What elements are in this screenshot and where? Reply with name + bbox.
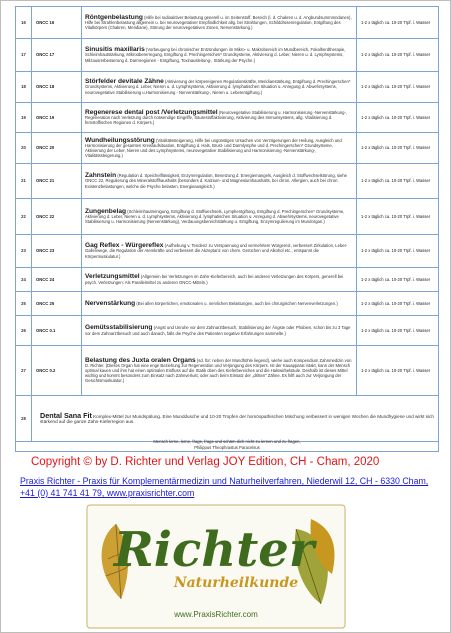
logo-url: www.PraxisRichter.com xyxy=(174,610,258,619)
row-number: 16 xyxy=(16,7,32,39)
row-description xyxy=(82,292,357,316)
dosage: 1-2 x täglich ca. 10-20 Trpf. i. Wasser xyxy=(357,268,439,292)
remedy-text: (Neurovegetative Stabilisierung u. Harmonisierung -Nervenstärkung-, Regeneration nach Verletzung durch notwendige Eingriffe, Säurestoffaktivierung, Aktivierung des Immunsystems, allg. Vitalisierung d. fernstoffischen Regionen d. Körpers.) xyxy=(85,109,348,126)
row-number: 27 xyxy=(16,346,32,396)
row-number: 23 xyxy=(16,235,32,268)
remedy-text: (Schleimhautreinigung, Entgiftung d. Stoffwechsels, Lymphentgiftung, Entgiftung d. Prechingerschen* Grundsysteme, Aktivierung d. Leber, Nieren u. d. Lymphsystems, Aktivierung d. lymphatischen Situation u. Anregung d. Abwehrsystems, neurovegetative Stabilisierung u. Harmonisierung (Nervenstärkung), Verdauungsbereichstärkung u. Entgiftung, Enzymregulierung im Mundorgan.) xyxy=(85,208,345,225)
dosage: 1-2 x täglich ca. 10-20 Trpf. i. Wasser xyxy=(357,103,439,133)
row-number: 28 xyxy=(16,396,32,442)
table-row xyxy=(16,164,439,199)
row-description xyxy=(82,72,357,103)
remedy-code: ONCC 19 xyxy=(32,103,82,133)
remedy-text: (Angst und Unruhe vor dem Zahnarztbesuch, Stabilisierung der Ängste oder Phobien, schon bis zu 3 Tage vor dem Zahnarztbesuch und auch danach, falls die Psyche des Patienten negative Erfahrungen sammelte.) xyxy=(85,325,351,336)
table-row xyxy=(16,346,439,396)
row-number: 24 xyxy=(16,268,32,292)
table-row xyxy=(16,292,439,316)
logo-tagline: Naturheilkunde xyxy=(173,575,299,591)
remedy-code: ONCC 25 xyxy=(32,292,82,316)
remedy-code: ONCC 18 xyxy=(32,72,82,103)
remedy-title: Dental Sana Fit xyxy=(40,410,92,420)
dosage: 1-2 x täglich ca. 10-20 Trpf. i. Wasser xyxy=(357,72,439,103)
remedy-table-body xyxy=(16,7,439,396)
remedy-title: Nervenstärkung xyxy=(85,299,136,307)
row-description xyxy=(82,164,357,199)
dosage: 1-2 x täglich ca. 10-20 Trpf. i. Wasser xyxy=(357,133,439,164)
table-row xyxy=(16,7,439,39)
dosage: 1-2 x täglich ca. 10-20 Trpf. i. Wasser xyxy=(357,7,439,39)
row-description xyxy=(82,316,357,346)
table-row xyxy=(16,199,439,235)
remedy-text: Komplex-Mittel zur Mundspülung. Eine Munddusche und 10-20 Tropfen der homöopathischen Mischung verbessert in wenigen Wochen die Mundhygiene und wirkt sich stärkend auf die ganze Zahn-Kieferregion aus. xyxy=(40,413,434,424)
row-description xyxy=(82,39,357,72)
row-description xyxy=(82,103,357,133)
dosage: 1-2 x täglich ca. 10-20 Trpf. i. Wasser xyxy=(357,39,439,72)
contact-address-link[interactable]: Praxis Richter - Praxis für Komplementärmedizin und Naturheilverfahren, Niederwil 12, CH - 6330 Cham, xyxy=(20,476,429,486)
remedy-code: ONCC 24 xyxy=(32,268,82,292)
row-description xyxy=(82,133,357,164)
remedy-code: ONCC 0.1 xyxy=(32,316,82,346)
remedy-text: (Allgemein bei Verletzungen im Zahn-Kieferbereich, auch bei anderen Verletzungen des Körpers, generell bei psych. Verletzungen: Als Parallelmittel zu anderen ONCC-Mitteln.) xyxy=(85,274,344,285)
table-row xyxy=(16,268,439,292)
remedy-title: Wundheilungsstörung xyxy=(85,136,155,144)
logo-name: Richter xyxy=(113,522,315,578)
row-description xyxy=(82,199,357,235)
remedy-text: (Hilfe bei radioaktiver Belastung generell u. im Seitenstoff. Bereich (l. d. Chakren u. d. Angbundsummmndanen), Hilfe bei Strahlenbelastung allgemein u. bei neurovegetativer Empfindlichkeit allg. bei Strahlungen, Schilddrüsenregulation, Entgiftung des Vitalkörpers (Chakren, Meridiane), Störung der neurovegetativen Zonen, Nervenstärkung.) xyxy=(85,14,352,31)
row-number: 22 xyxy=(16,199,32,235)
row-description xyxy=(82,7,357,39)
table-row xyxy=(16,103,439,133)
remedy-text: (Regulation d. Speichelflüssigkeit, Enzymregulation, Benetzung d. Energiemangels, Ausgleich d. Stoffwechselstörung, siehe ONCC 22, Regulierung des Mineralstoffhaushalts (besonders d. Kalzium- und Magnesiumhaushalts, bei chron. Allergien, auch bei chron. Existenzbelastungen, welche die Psyche belasten, Energieausgleich.) xyxy=(85,173,347,189)
remedy-code: ONCC 23 xyxy=(32,235,82,268)
contact-phone-website-link[interactable]: +41 (0) 41 741 41 79, www.praxisrichter.com xyxy=(20,488,195,498)
quote-author: Philippus Theophrastus Paracelsus xyxy=(194,444,260,450)
row-number: 20 xyxy=(16,133,32,164)
row-description xyxy=(82,235,357,268)
remedy-code: ONCC 22 xyxy=(32,199,82,235)
row-number: 18 xyxy=(16,72,32,103)
row-number: 26 xyxy=(16,316,32,346)
row-description xyxy=(32,396,439,442)
row-number: 19 xyxy=(16,103,32,133)
dosage: 1-2 x täglich ca. 10-20 Trpf. i. Wasser xyxy=(357,235,439,268)
remedy-text: (Aktivierung der körpereigenen Regulationskräfte, Meridianstärkung, Entgiftung d. Prechingerschen* Grundsystems, Aktivierung d. Leber, Nieren u. d. Lymphsystems, Aktivierung d. lymphatischen Situation u. Anregung d. Abwehrsystems, neurovegetative Stabilisierung u.Harmonisierung - Nervenstärkung-, Nieren u. Leberentgiftung.) xyxy=(85,79,351,95)
copyright-text: Copyright © by D. Richter und Verlag JOY Edition, CH - Cham, 2020 xyxy=(31,456,380,468)
dosage: 1-2 x täglich ca. 10-20 Trpf. i. Wasser xyxy=(357,316,439,346)
remedy-code: ONCC 20 xyxy=(32,133,82,164)
dosage: 1-2 x täglich ca. 10-20 Trpf. i. Wasser xyxy=(357,164,439,199)
remedy-title: Zungenbelag xyxy=(85,207,127,215)
table-row xyxy=(16,235,439,268)
remedy-title: Sinusitis maxillaris xyxy=(85,46,145,54)
remedy-title: Röntgenbelastung xyxy=(85,13,143,21)
table-row xyxy=(16,316,439,346)
remedy-code: ONCC 21 xyxy=(32,164,82,199)
remedy-code: ONCC 0.2 xyxy=(32,346,82,396)
row-number: 17 xyxy=(16,39,32,72)
remedy-text: (sd. für: neben der Mundhöhle liegend), wiehe auch Kompendium Zahnmedizin von D. Richter. (Dieses Organ hat eine enge Beziehung zur Regeneration und Verjüngung des Körpers. Ist der Kauapparat intakt, kann der Mensch optimal kauen und ihm hat einen optimalen Einfluss auf die Statik oben des Kieferbereiches und die Halswirbelsäule. Deshalb ist dieses Mittel wichtig und kommt besonders zum Einsatz nach Zahnverlust, oder auch beim Einsatz der „dritten" Zähne. Es hilft auch zur Verjüngung der Gesichtsmuskulatur.) xyxy=(85,357,352,384)
row-number: 21 xyxy=(16,164,32,199)
remedy-text: (Vitalitätssteigerung, Hilfe bei ungünstigen Ursachen von Verzögerungen der Heilung, Ausgleich und Harmonisierung der gesamten Kreislaufsituation, Entgiftung d. Hals, Brust- und Darmlymphe und d. Prechingerschen* Grundsysteme, Aktivierung der Leber, Nieren und des Lymphsystems, neurovegetative Stabilisierung und Harmonisierung -Nervenstärkung-, Vitalitätssteigerung.) xyxy=(85,137,342,159)
table-row xyxy=(16,39,439,72)
table-row-28 xyxy=(16,396,439,442)
remedy-text: (Bei allen körperlichen, emotionalen u. nervlichen Belastungen, auch bei chirurgischen Nervenverletzungen.) xyxy=(136,300,338,306)
remedy-text: (Aufhebung v. Tendenz zu Verspannung und vermehrtem Würgereiz, verbessert Zirkulation, Leber-Gallenwege, die Regulation der Atemkräfte und verbessert die Akzeptanz von chem. Gerüchen und Alkohol etc., entspannt die Körpermuskulatur.) xyxy=(85,243,348,259)
remedy-table xyxy=(15,6,439,442)
quote-note xyxy=(15,438,439,452)
remedy-title: Störfelder devitale Zähne xyxy=(85,78,164,86)
richter-logo xyxy=(86,504,346,629)
remedy-code: ONCC 17 xyxy=(32,39,82,72)
remedy-title: Verletzungsmittel xyxy=(85,273,140,281)
table-row xyxy=(16,133,439,164)
table-row xyxy=(16,72,439,103)
remedy-title: Gemütsstabilisierung xyxy=(85,324,153,332)
row-description xyxy=(82,346,357,396)
dosage: 1-2 x täglich ca. 10-20 Trpf. i. Wasser xyxy=(357,292,439,316)
dosage: 1-2 x täglich ca. 10-20 Trpf. i. Wasser xyxy=(357,346,439,396)
quote-line: Mensch lerne, lerne, frage, frage und schäm dich nicht zu lernen und zu fragen, xyxy=(153,439,301,444)
remedy-code: ONCC 16 xyxy=(32,7,82,39)
dosage: 1-2 x täglich ca. 10-20 Trpf. i. Wasser xyxy=(357,199,439,235)
remedy-title: Belastung des Juxta oralen Organs xyxy=(85,356,196,364)
remedy-title: Zahnstein xyxy=(85,172,117,180)
row-number: 25 xyxy=(16,292,32,316)
remedy-title: Gag Reflex - Würgereflex xyxy=(85,242,164,250)
remedy-text: (Vorbeugung bei chronischer Entzündungen im Mikro- u. Makrobereich im Mundbereich, Fokalherdtherapie, Schleimhautstärkung, Mikroübererregung, Entgiftung d. Prechingerschen* Grundsysteme, Aktivierung d. Leber, Nieren u. d. Lymphsystems, Milzausrerbesserung d. Darmregionen - Entgiftung, Toxinausleitung-, Stärkung der Psyche.) xyxy=(85,47,346,63)
row-description xyxy=(82,268,357,292)
remedy-title: Regenerese dental post /Verletzungsmittel xyxy=(85,108,218,116)
